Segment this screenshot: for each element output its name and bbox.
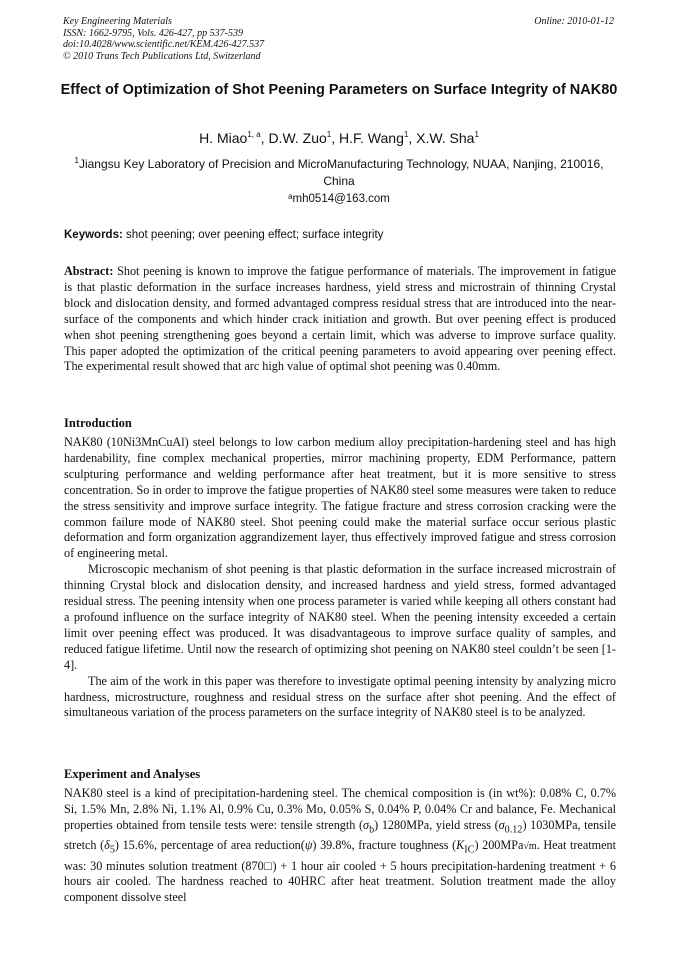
subscript: 5 — [109, 844, 115, 856]
experiment-body — [64, 786, 616, 906]
paragraph: Microscopic mechanism of shot peening is that plastic deformation in the surface increased microstrain of thinning Crystal block and dislocation density, and increased hardness and yield stress, formed advantaged residual stress. The peening intensity when one process parameter is varied while keeping all others constant had a profound influence on the surface integrity of NAK80 steel. When the peening intensity exceeded a certain limit over peening effect was produced. It was disadvantageous to improve surface quality of samples, and reduced fatigue lifetime. Until now the research of optimizing shot peening on NAK80 steel couldn’t be seen [1-4]. — [64, 562, 616, 672]
paragraph: The aim of the work in this paper was therefore to investigate optimal peening intensity by analyzing micro hardness, microstructure, roughness and residual stress on the surface after shot peening. And the effect of simultaneous variation of the process parameters on the surface integrity of NAK80 steel is to be analyzed. — [64, 673, 616, 720]
text-run: ) 1030MPa, tensile stretch ( — [64, 817, 616, 853]
keywords-label: Keywords: — [64, 229, 123, 241]
abstract-label: Abstract: — [64, 264, 114, 278]
experiment-heading: Experiment and Analyses — [64, 767, 201, 781]
author-sup: 1, a — [247, 130, 261, 139]
subscript: 0.12 — [504, 824, 523, 836]
author-name: X.W. Sha — [416, 130, 475, 146]
symbol-delta: δ — [104, 838, 110, 853]
subscript: IC — [464, 844, 475, 856]
sqrt-m: √m — [523, 841, 537, 853]
author-name: H.F. Wang — [339, 130, 404, 146]
introduction-heading: Introduction — [64, 416, 132, 430]
author-name: H. Miao — [199, 130, 248, 146]
journal-name: Key Engineering Materials — [63, 16, 172, 27]
paper-title: Effect of Optimization of Shot Peening Parameters on Surface Integrity of NAK80 — [60, 82, 618, 98]
abstract — [64, 264, 616, 375]
paragraph — [64, 786, 616, 906]
text-run: ) 39.8%, fracture toughness ( — [312, 838, 457, 853]
author-name: D.W. Zuo — [268, 130, 327, 146]
symbol-sigma: σ — [363, 817, 370, 832]
text-run: ) 200MPa — [474, 838, 524, 853]
keywords-text: shot peening; over peening effect; surface integrity — [126, 229, 384, 241]
author-sup: 1 — [326, 130, 332, 139]
paragraph: NAK80 (10Ni3MnCuAl) steel belongs to low carbon medium alloy precipitation-hardening steel and has high hardenability, fine complex mechanical properties, mirror machining property, EDM Performance, pattern sculpturing performance and welding performance after heat treatment, but it is more sensitive to stress concentration. So in order to improve the fatigue properties of NAK80 steel some measures were taken to reduce the stress sensitivity and improve surface integrity. The fatigue fracture and stress corrosion cracking were the common failure mode of NAK80 steel. Shot peening could make the material surface occur serious plastic deformation and form organization aggrandizement layer, thus effectively improved fatigue and stress corrosion of engineering metal. — [64, 435, 616, 561]
text-run: . Heat treatment was: 30 minutes solution treatment (870□) + 1 hour air cooled + 5 hours precipitation-hardening treatment + 6 hours air cooled. The hardness reached to 40HRC after heat treatment. Solution treatment made the alloy component dissolve steel — [64, 838, 616, 905]
introduction-body — [64, 435, 616, 721]
issn-line: ISSN: 1662-9795, Vols. 426-427, pp 537-539 — [63, 27, 243, 39]
journal-header — [63, 16, 264, 62]
email-text: mh0514@163.com — [292, 193, 390, 205]
author-list: H. Miao$^{1, a}$, D.W. Zuo$^1$, H.F. Wang$^1$, X.W. Sha$^1$ — [199, 130, 479, 146]
symbol-k: K — [456, 838, 465, 853]
author-sup: 1 — [403, 130, 409, 139]
text-run: NAK80 steel is a kind of precipitation-hardening steel. The chemical composition is (in wt%): 0.08% C, 0.7% Si, 1.5% Mn, 2.8% Ni, 1.1% Al, 0.9% Cu, 0.3% Mo, 0.05% S, 0.04% P, 0.04% Cr and balance, Fe. Mechanical properties obtained from tensile tests were: tensile strength ( — [64, 786, 616, 832]
affiliation-text: Jiangsu Key Laboratory of Precision and MicroManufacturing Technology, NUAA, Nanjing, 210016, China — [78, 157, 604, 188]
online-date: Online: 2010-01-12 — [534, 16, 614, 27]
abstract-text: Shot peening is known to improve the fatigue performance of materials. The improvement in fatigue is that plastic deformation in the surface increases hardness, yield stress and microstrain of thinning Crystal block and dislocation density, and formed advantaged compress residual stress that are introduced into the near-surface of the components and which hinder crack initiation and growth. But over peening effect is produced when shot peening strengthening goes beyond a certain limit, which was adverse to improve surface quality. This paper adopted the optimization of the critical peening parameters to avoid appearing over peening effect. The experimental result showed that arc high value of optimal shot peening was 0.40mm. — [64, 264, 616, 374]
subscript: b — [369, 824, 375, 836]
author-sup: 1 — [474, 130, 479, 139]
author-email — [60, 192, 618, 207]
symbol-sigma: σ — [498, 817, 505, 832]
doi-line: doi:10.4028/www.scientific.net/KEM.426-427.537 — [63, 39, 265, 50]
text-run: ) 15.6%, percentage of area reduction( — [114, 838, 305, 853]
affiliation-sup: 1 — [74, 156, 79, 165]
text-run: ) 1280MPa, yield stress ( — [374, 817, 499, 832]
symbol-psi: ψ — [304, 838, 313, 853]
copyright-line: © 2010 Trans Tech Publications Ltd, Switzerland — [63, 50, 261, 62]
keywords — [64, 228, 616, 243]
affiliation — [60, 156, 618, 189]
email-sup: a — [288, 192, 293, 201]
